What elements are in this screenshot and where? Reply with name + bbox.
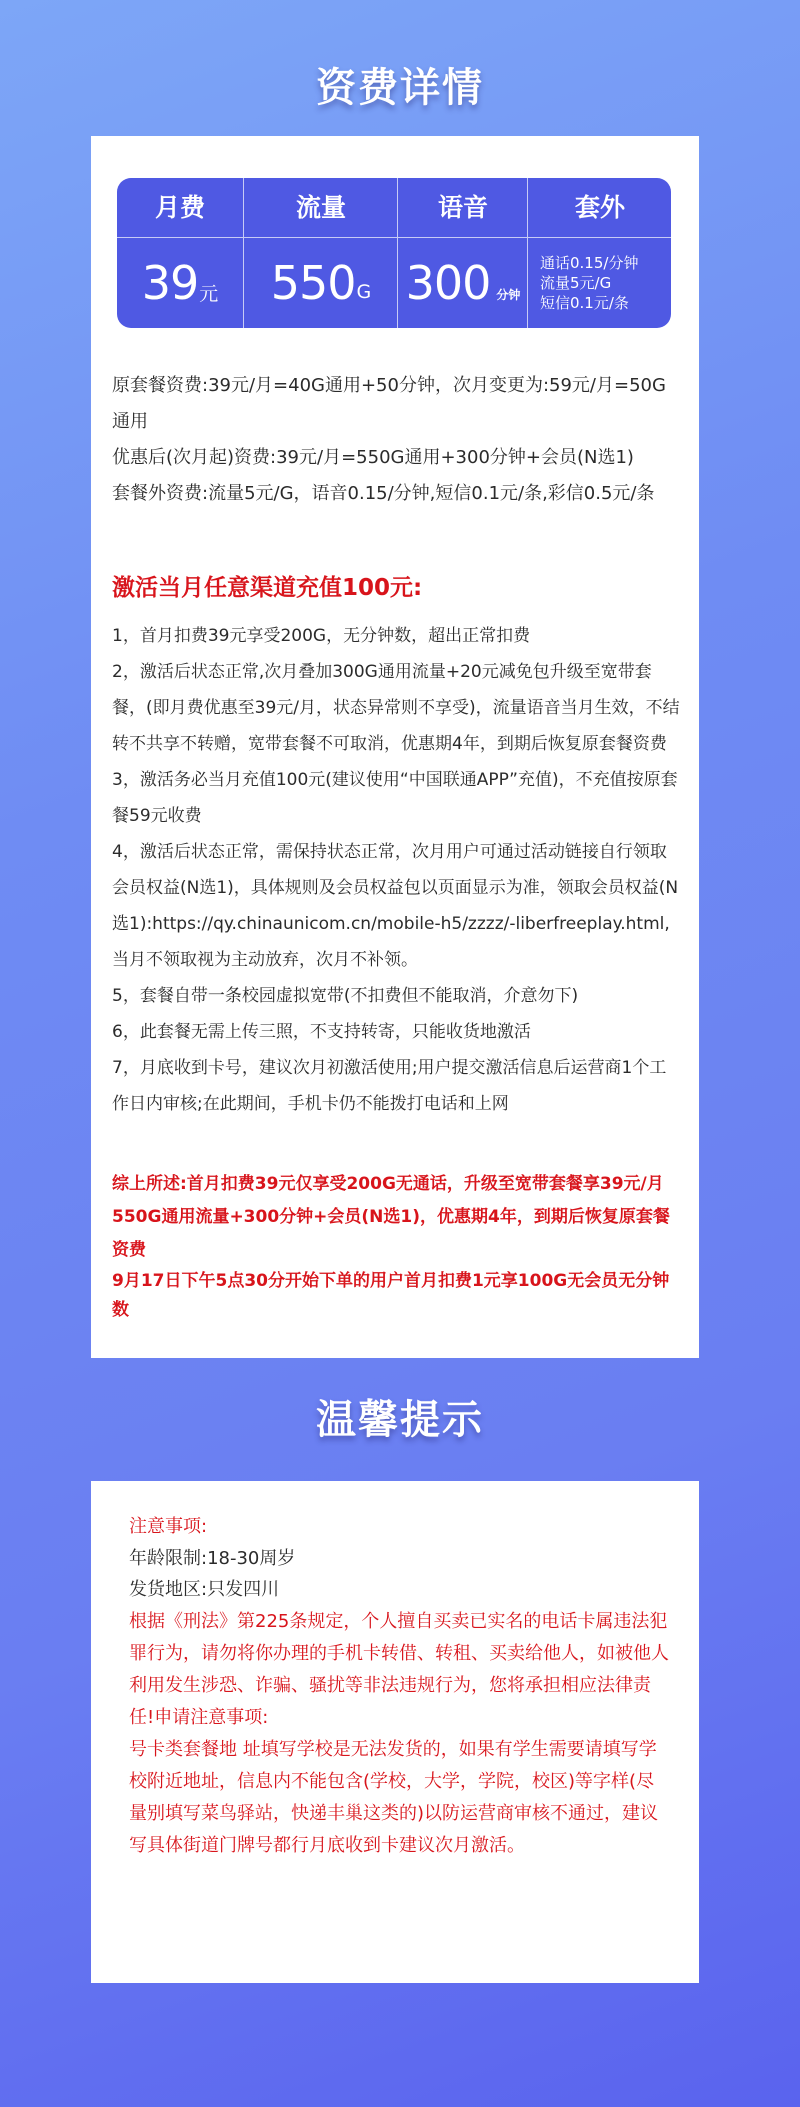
rule-item-3: 3，激活务必当月充值100元(建议使用“中国联通APP”充值)，不充值按原套餐59元收费: [112, 770, 678, 826]
shipping-region-text: 发货地区:只发四川: [129, 1579, 280, 1600]
extra-call-rate: 通话0.15/分钟: [540, 254, 639, 272]
voice-unit: 分钟: [496, 287, 521, 302]
data-column: [243, 178, 398, 328]
tips-content: [129, 1511, 669, 1862]
voice-column: [397, 178, 528, 328]
voice-value: 300: [405, 256, 491, 310]
rule-item-4: 4，激活后状态正常，需保持状态正常，次月用户可通过活动链接自行领取会员权益(N选1)，具体规则及会员权益包以页面显示为准，领取会员权益(N选1):https://qy.chinaunicom.cn/mobile-h5/zzzz/-liberfreeplay.html,当月不领取视为主动放弃，次月不补领。: [112, 842, 679, 970]
fee-summary: [112, 368, 682, 512]
date-notice-text: 9月17日下午5点30分开始下单的用户首月扣费1元享100G无会员无分钟数: [112, 1271, 670, 1320]
recharge-heading: 激活当月任意渠道充值100元:: [112, 575, 423, 601]
address-notice-text: 号卡类套餐地 址填写学校是无法发货的，如果有学生需要请填写学校附近地址，信息内不能包含(学校，大学，学院，校区)等字样(尽量别填写菜鸟驿站，快递丰巢这类的)以防运营商审核不通过，建议写具体街道门牌号都行月底收到卡建议次月激活。: [129, 1738, 659, 1856]
rule-item-7: 7，月底收到卡号，建议次月初激活使用;用户提交激活信息后运营商1个工作日内审核;在此期间，手机卡仍不能拨打电话和上网: [112, 1058, 667, 1114]
fee-section-title: 资费详情: [316, 65, 484, 111]
extra-header: 套外: [528, 178, 671, 238]
tips-section-title: 温馨提示: [316, 1397, 484, 1443]
original-plan-text: 原套餐资费:39元/月=40G通用+50分钟，次月变更为:59元/月=50G通用: [112, 375, 666, 432]
rule-item-1: 1，首月扣费39元享受200G，无分钟数，超出正常扣费: [112, 626, 531, 646]
monthly-fee-header: 月费: [117, 178, 243, 238]
conclusion-text: 综上所述:首月扣费39元仅享受200G无通话，升级至宽带套餐享39元/月550G通用流量+300分钟+会员(N选1)，优惠期4年，到期后恢复原套餐资费: [112, 1174, 670, 1260]
pricing-table: [117, 178, 671, 328]
conclusion-block: [112, 1168, 682, 1324]
extra-sms-rate: 短信0.1元/条: [540, 294, 629, 312]
discount-plan-text: 优惠后(次月起)资费:39元/月=550G通用+300分钟+会员(N选1): [112, 447, 634, 468]
data-header: 流量: [244, 178, 398, 238]
rules-list: [112, 618, 682, 1122]
tips-card: [91, 1481, 699, 1983]
monthly-fee-column: [117, 178, 243, 328]
data-unit: G: [356, 281, 372, 303]
rule-item-2: 2，激活后状态正常,次月叠加300G通用流量+20元减免包升级至宽带套餐，(即月费优惠至39元/月，状态异常则不享受)，流量语音当月生效，不结转不共享不转赠，宽带套餐不可取消，优惠期4年，到期后恢复原套餐资费: [112, 662, 680, 754]
extra-column: [527, 178, 671, 328]
fee-details-card: [91, 136, 699, 1358]
rule-item-6: 6，此套餐无需上传三照，不支持转寄，只能收货地激活: [112, 1022, 531, 1042]
extra-data-rate: 流量5元/G: [540, 274, 612, 292]
legal-warning-text: 根据《刑法》第225条规定，个人擅自买卖已实名的电话卡属违法犯罪行为，请勿将你办理的手机卡转借、转租、买卖给他人，如被他人利用发生涉恐、诈骗、骚扰等非法违规行为，您将承担相应法律责任!申请注意事项:: [129, 1610, 669, 1728]
monthly-fee-value: 39: [141, 256, 199, 310]
monthly-fee-unit: 元: [199, 282, 219, 305]
age-limit-text: 年龄限制:18-30周岁: [129, 1547, 296, 1569]
overage-plan-text: 套餐外资费:流量5元/G，语音0.15/分钟,短信0.1元/条,彩信0.5元/条: [112, 483, 655, 504]
notice-label: 注意事项:: [129, 1516, 208, 1537]
data-value: 550: [270, 256, 356, 310]
rule-item-5: 5，套餐自带一条校园虚拟宽带(不扣费但不能取消，介意勿下): [112, 986, 579, 1006]
voice-header: 语音: [398, 178, 528, 238]
